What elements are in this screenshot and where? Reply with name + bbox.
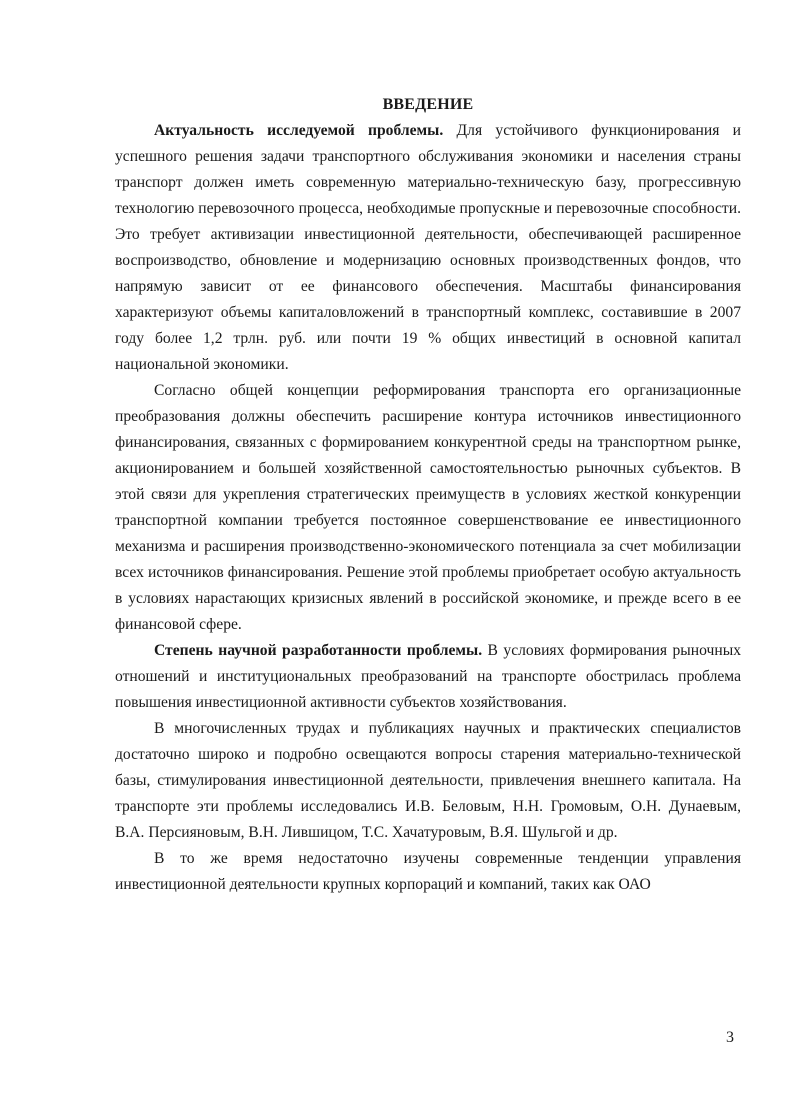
paragraph-literature (115, 716, 741, 846)
paragraph-text: В то же время недостаточно изучены современные тенденции управления инвестиционной деятельности крупных корпораций и компаний, таких как ОАО (115, 850, 741, 893)
paragraph-lead: Актуальность исследуемой проблемы. (154, 122, 444, 139)
page-number: 3 (726, 1029, 734, 1046)
paragraph-text: В условиях формирования рыночных отношений и институциональных преобразований на транспорте обострилась проблема повышения инвестиционной активности субъектов хозяйствования. (115, 642, 741, 711)
paragraph-lead: Степень научной разработанности проблемы. (154, 642, 483, 659)
document-page (115, 92, 741, 898)
paragraph-research-degree (115, 638, 741, 716)
paragraph-reform-concept (115, 378, 741, 638)
paragraph-relevance (115, 118, 741, 378)
paragraph-text: Для устойчивого функционирования и успешного решения задачи транспортного обслуживания экономики и населения страны транспорт должен иметь современную материально-техническую базу, прогрессивную технологию перевозочного процесса, необходимые пропускные и перевозочные способности. Это требует активизации инвестиционной деятельности, обеспечивающей расширенное воспроизводство, обновление и модернизацию основных производственных фондов, что напрямую зависит от ее финансового обеспечения. Масштабы финансирования характеризуют объемы капиталовложений в транспортный комплекс, составившие в 2007 году более 1,2 трлн. руб. или почти 19 % общих инвестиций в основной капитал национальной экономики. (115, 122, 741, 373)
section-heading: ВВЕДЕНИЕ (382, 96, 474, 113)
paragraph-trends (115, 846, 741, 898)
paragraph-text: В многочисленных трудах и публикациях научных и практических специалистов достаточно широко и подробно освещаются вопросы старения материально-технической базы, стимулирования инвестиционной деятельности, привлечения внешнего капитала. На транспорте эти проблемы исследовались И.В. Беловым, Н.Н. Громовым, О.Н. Дунаевым, В.А. Персияновым, В.Н. Лившицом, Т.С. Хачатуровым, В.Я. Шульгой и др. (115, 720, 741, 841)
paragraph-text: Согласно общей концепции реформирования транспорта его организационные преобразования должны обеспечить расширение контура источников инвестиционного финансирования, связанных с формированием конкурентной среды на транспортном рынке, акционированием и большей хозяйственной самостоятельностью рыночных субъектов. В этой связи для укрепления стратегических преимуществ в условиях жесткой конкуренции транспортной компании требуется постоянное совершенствование ее инвестиционного механизма и расширения производственно-экономического потенциала за счет мобилизации всех источников финансирования. Решение этой проблемы приобретает особую актуальность в условиях нарастающих кризисных явлений в российской экономике, и прежде всего в ее финансовой сфере. (115, 382, 741, 633)
